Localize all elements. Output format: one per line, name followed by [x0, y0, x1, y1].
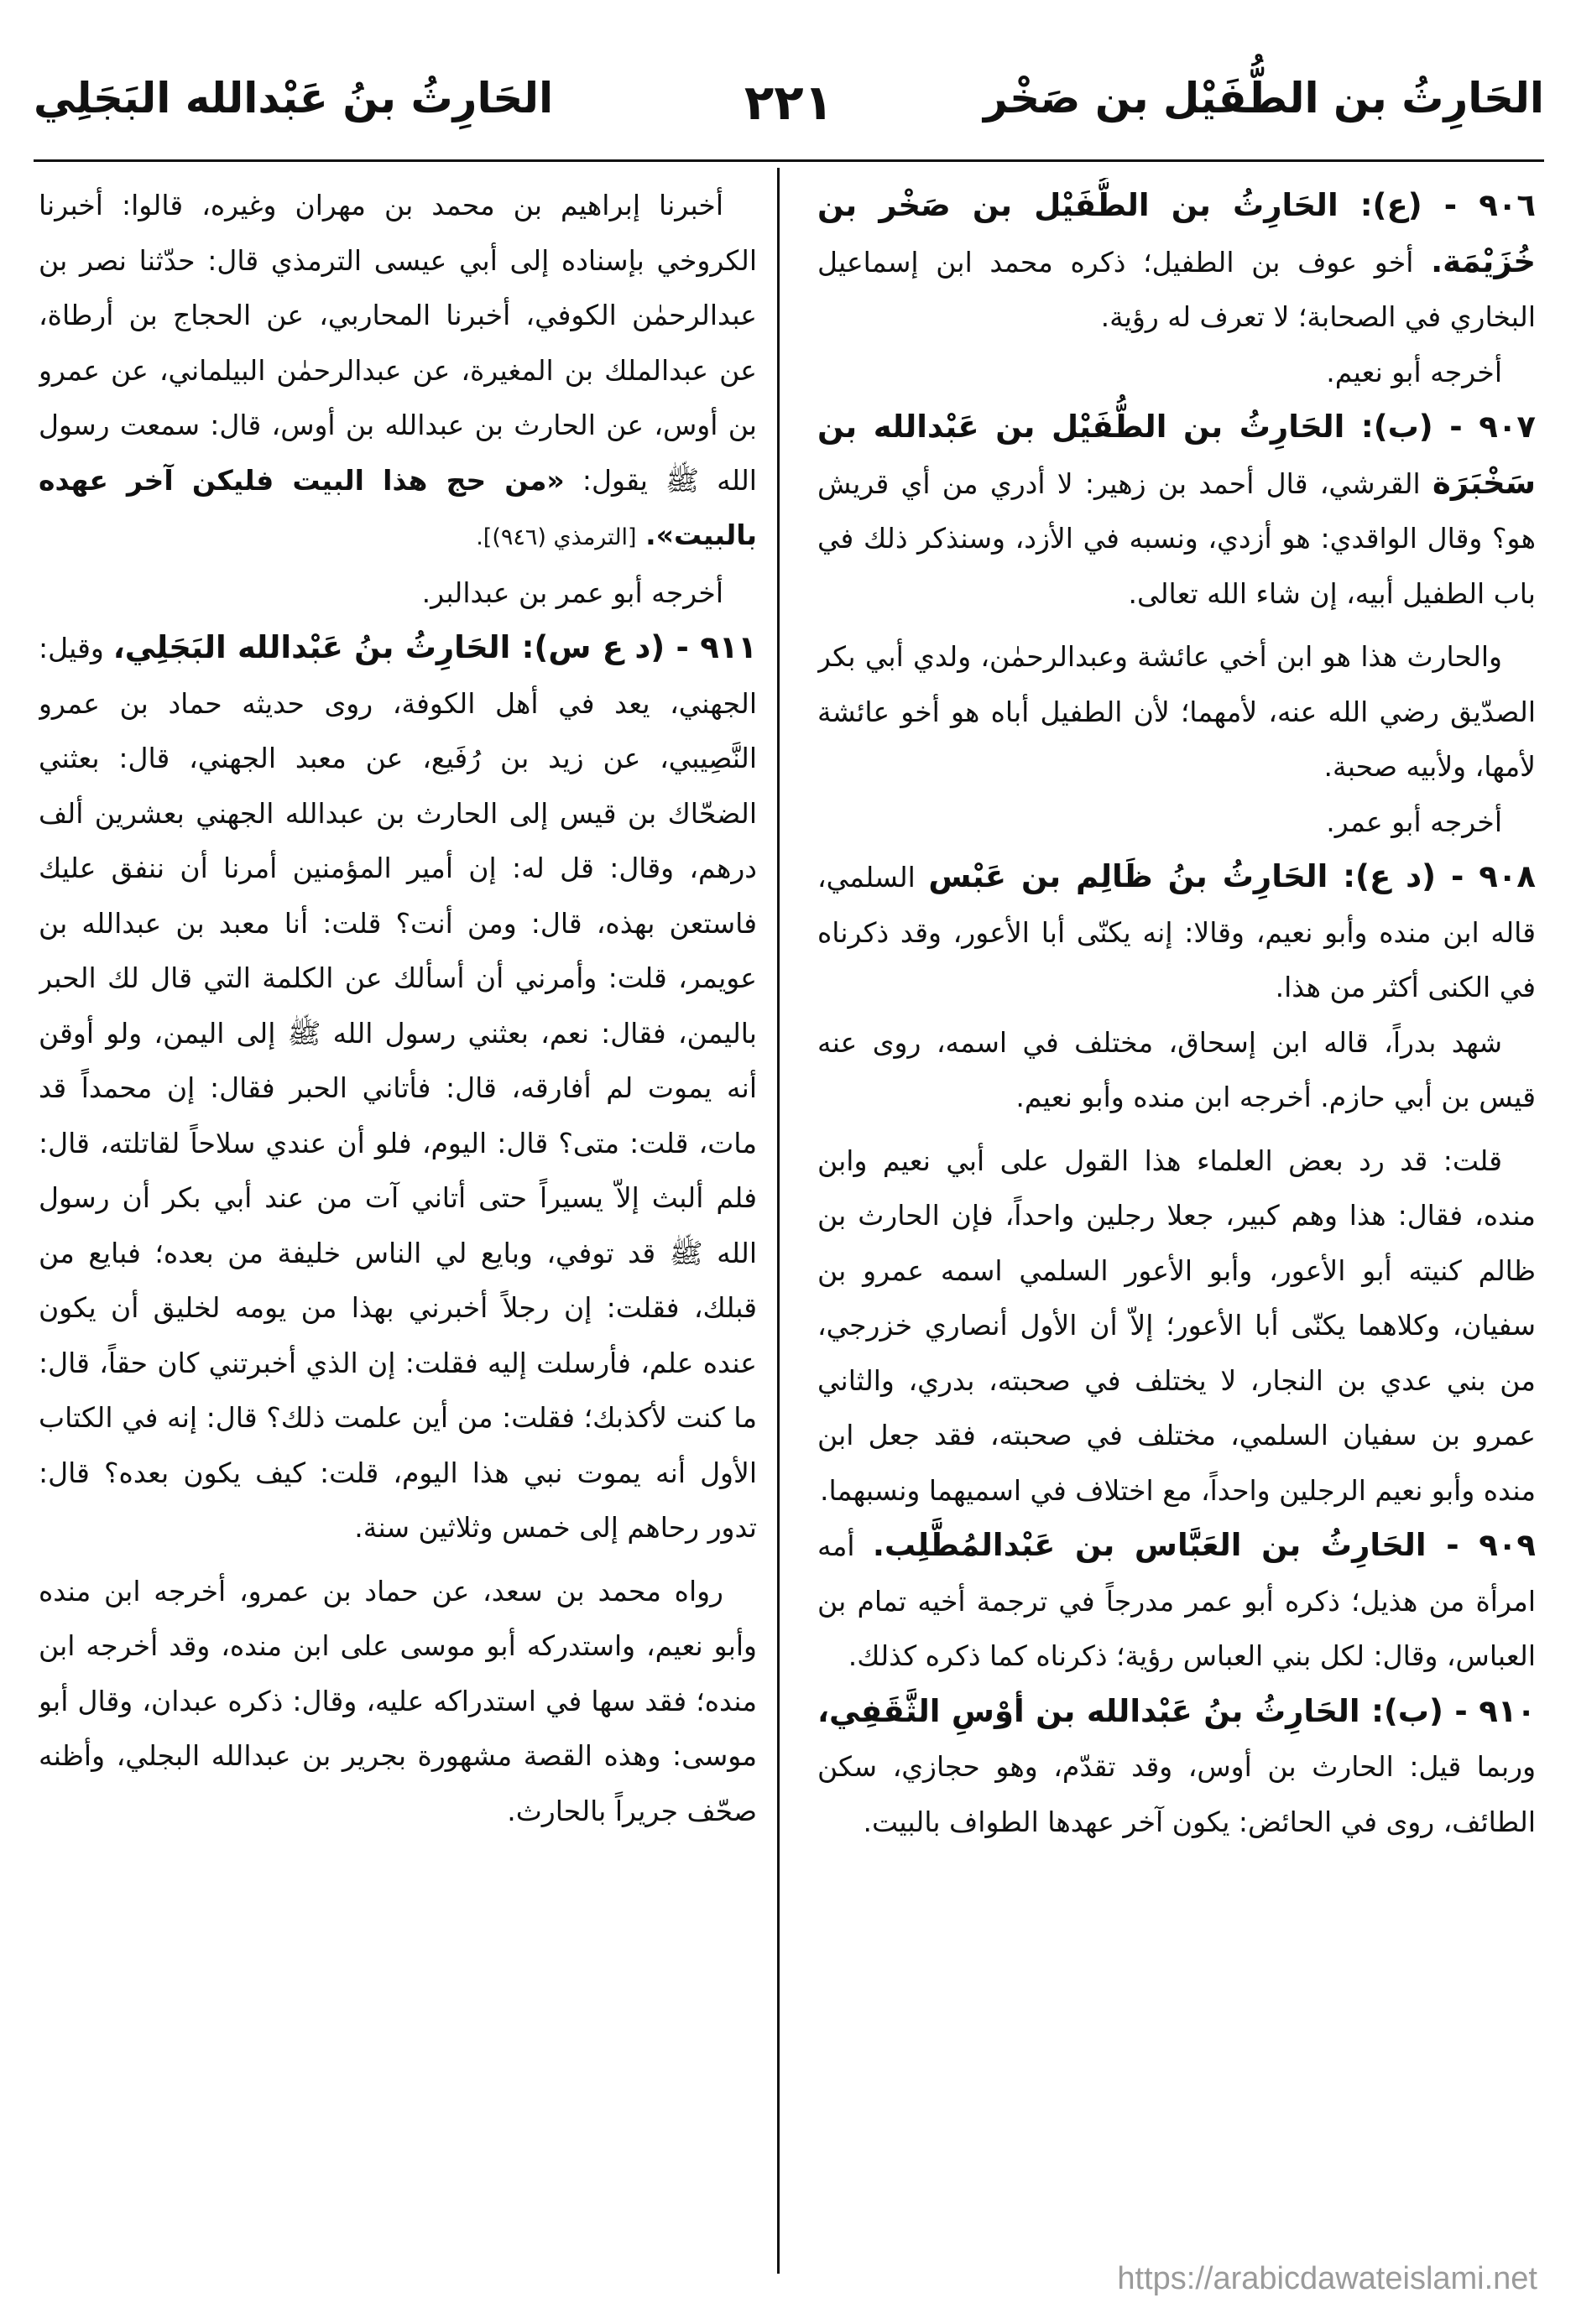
header-divider	[34, 159, 1544, 162]
entry-909-body: أمه امرأة من هذيل؛ ذكره أبو عمر مدرجاً في ترجمة أخيه تمام بن العباس، وقال: لكل بني العباس رؤية؛ ذكرناه كما ذكره كذلك.	[817, 1529, 1536, 1672]
entry-907-source: أخرجه أبو عمر.	[1326, 805, 1502, 838]
entry-909-heading: ٩٠٩ - الحَارِثُ بن العَبَّاس بن عَبْدالمُطَّلِب.	[872, 1527, 1536, 1563]
entry-907-heading: ٩٠٧ - (ب): الحَارِثُ بن الطُّفَيْل بن عَبْدالله بن سَخْبَرَة	[817, 409, 1536, 501]
running-title-right: الحَارِثُ بن الطُّفَيْل بن صَخْر	[983, 74, 1544, 122]
entry-906	[817, 178, 1536, 345]
column-divider	[777, 168, 780, 2274]
entry-911-body: وقيل: الجهني، يعد في أهل الكوفة، روى حديثه حماد بن عمرو النَّصِيبي، عن زيد بن رُفَيع، عن معبد الجهني، قال: بعثني الضحّاك بن قيس إلى الحارث بن عبدالله الجهني بعشرين ألف درهم، وقال: قل له: إن أمير المؤمنين أمرنا أن ننفق عليك فاستعن بهذه، قال: ومن أنت؟ قلت: أنا معبد بن عبدالله بن عويمر، قلت: وأمرني أن أسألك عن الكلمة التي قال لك الحبر باليمن، فقال: نعم، بعثني رسول الله ﷺ إلى اليمن، ولو أوقن أنه يموت لم أفارقه، قال: فأتاني الحبر فقال: إن محمداً قد مات، قلت: متى؟ قال: اليوم، فلو أن عندي سلاحاً لقاتلته، قال: فلم ألبث إلاّ يسيراً حتى أتاني آت من عند أبي بكر أن رسول الله ﷺ قد توفي، وبايع لي الناس خليفة من بعده؛ فبايع من قبلك، فقلت: إن رجلاً أخبرني بهذا من يومه لخليق أن يكون عنده علم، فأرسلت إليه فقلت: إن الذي أخبرتني كان حقاً، قال: ما كنت لأكذبك؛ فقلت: من أين علمت ذلك؟ قال: إنه في الكتاب الأول أنه يموت نبي هذا اليوم، قلت: كيف يكون بعده؟ قال: تدور رحاهم إلى خمس وثلاثين سنة.	[39, 632, 757, 1544]
entry-907-paragraph: والحارث هذا هو ابن أخي عائشة وعبدالرحمٰن، ولدي أبي بكر الصدّيق رضي الله عنه، لأمهما؛ لأن الطفيل أباه هو أخو عائشة لأمها، ولأبيه صحبة.	[817, 640, 1536, 783]
entry-906-source: أخرجه أبو نعيم.	[1326, 355, 1502, 388]
page-header	[34, 74, 1544, 149]
entry-910	[817, 1684, 1536, 1850]
source-watermark: https://arabicdawateislami.net	[1117, 2261, 1537, 2296]
hadith-reference: [الترمذي (٩٤٦)].	[476, 524, 637, 550]
entry-909	[817, 1518, 1536, 1684]
entry-906-heading: ٩٠٦ - (ع): الحَارِثُ بن الطُّفَيْل بن صَخْر بن خُزَيْمَة.	[817, 187, 1536, 279]
entry-911	[39, 620, 757, 1555]
entry-908-body: السلمي، قاله ابن منده وأبو نعيم، وقالا: إنه يكنّى أبا الأعور، وقد ذكرناه في الكنى أكثر من هذا.	[817, 861, 1536, 1003]
entry-908-paragraph: شهد بدراً، قاله ابن إسحاق، مختلف في اسمه، روى عنه قيس بن أبي حازم. أخرجه ابن منده وأبو نعيم.	[817, 1025, 1536, 1113]
entry-907	[817, 399, 1536, 621]
running-title-left: الحَارِثُ بنُ عَبْدالله البَجَلِي	[34, 74, 554, 122]
hadith-quote: «من حج هذا البيت فليكن آخر عهده بالبيت».	[39, 463, 757, 551]
right-column	[817, 178, 1536, 2267]
left-column	[39, 178, 757, 2267]
entry-907-body: القرشي، قال أحمد بن زهير: لا أدري من أي قريش هو؟ وقال الواقدي: هو أزدي، ونسبه في الأزد، وسنذكر ذلك في باب الطفيل أبيه، إن شاء الله تعالى.	[817, 466, 1536, 610]
entry-906-body: أخو عوف بن الطفيل؛ ذكره محمد ابن إسماعيل البخاري في الصحابة؛ لا تعرف له رؤية.	[817, 245, 1536, 333]
entry-908	[817, 849, 1536, 1015]
entry-910-source: أخرجه أبو عمر بن عبدالبر.	[421, 576, 723, 609]
entry-908-heading: ٩٠٨ - (د ع): الحَارِثُ بنُ ظَالِم بن عَبْس	[928, 858, 1536, 894]
entry-911-heading: ٩١١ - (د ع س): الحَارِثُ بنُ عَبْدالله البَجَلِي،	[112, 629, 757, 665]
entry-910-heading: ٩١٠ - (ب): الحَارِثُ بنُ عَبْدالله بن أوْسِ الثَّقَفِي،	[817, 1692, 1536, 1729]
entry-910-body: وربما قيل: الحارث بن أوس، وقد تقدّم، وهو حجازي، سكن الطائف، روى في الحائض: يكون آخر عهدها الطواف بالبيت.	[817, 1750, 1536, 1838]
page-number: ٢٢١	[744, 74, 834, 131]
isnad-paragraph	[39, 178, 757, 565]
entry-908-commentary: قلت: قد رد بعض العلماء هذا القول على أبي نعيم وابن منده، فقال: هذا وهم كبير، جعلا رجلين واحداً، فإن الحارث بن ظالم كنيته أبو الأعور، وأبو الأعور السلمي اسمه عمرو بن سفيان، وكلاهما يكنّى أبا الأعور؛ إلاّ أن الأول أنصاري خزرجي، من بني عدي بن النجار، لا يختلف في صحبته، بدري، والثاني عمرو بن سفيان السلمي، مختلف في صحبته، فقد جعل ابن منده وأبو نعيم الرجلين واحداً، مع اختلاف في اسميهما ونسبهما.	[817, 1144, 1536, 1507]
entry-911-source: رواه محمد بن سعد، عن حماد بن عمرو، أخرجه ابن منده وأبو نعيم، واستدركه أبو موسى على ابن منده، وقد أخرجه ابن منده؛ فقد سها في استدراكه عليه، وقال: ذكره عبدان، وقال أبو موسى: وهذه القصة مشهورة بجرير بن عبدالله البجلي، وأظنه صحّف جريراً بالحارث.	[39, 1574, 757, 1827]
isnad-text: أخبرنا إبراهيم بن محمد بن مهران وغيره، قالوا: أخبرنا الكروخي بإسناده إلى أبي عيسى الترمذي قال: حدّثنا نصر بن عبدالرحمٰن الكوفي، أخبرنا المحاربي، عن الحجاج بن أرطاة، عن عبدالملك بن المغيرة، عن عبدالرحمٰن البيلماني، عن عمرو بن أوس، عن الحارث بن عبدالله بن أوس، قال: سمعت رسول الله ﷺ يقول:	[39, 189, 757, 497]
